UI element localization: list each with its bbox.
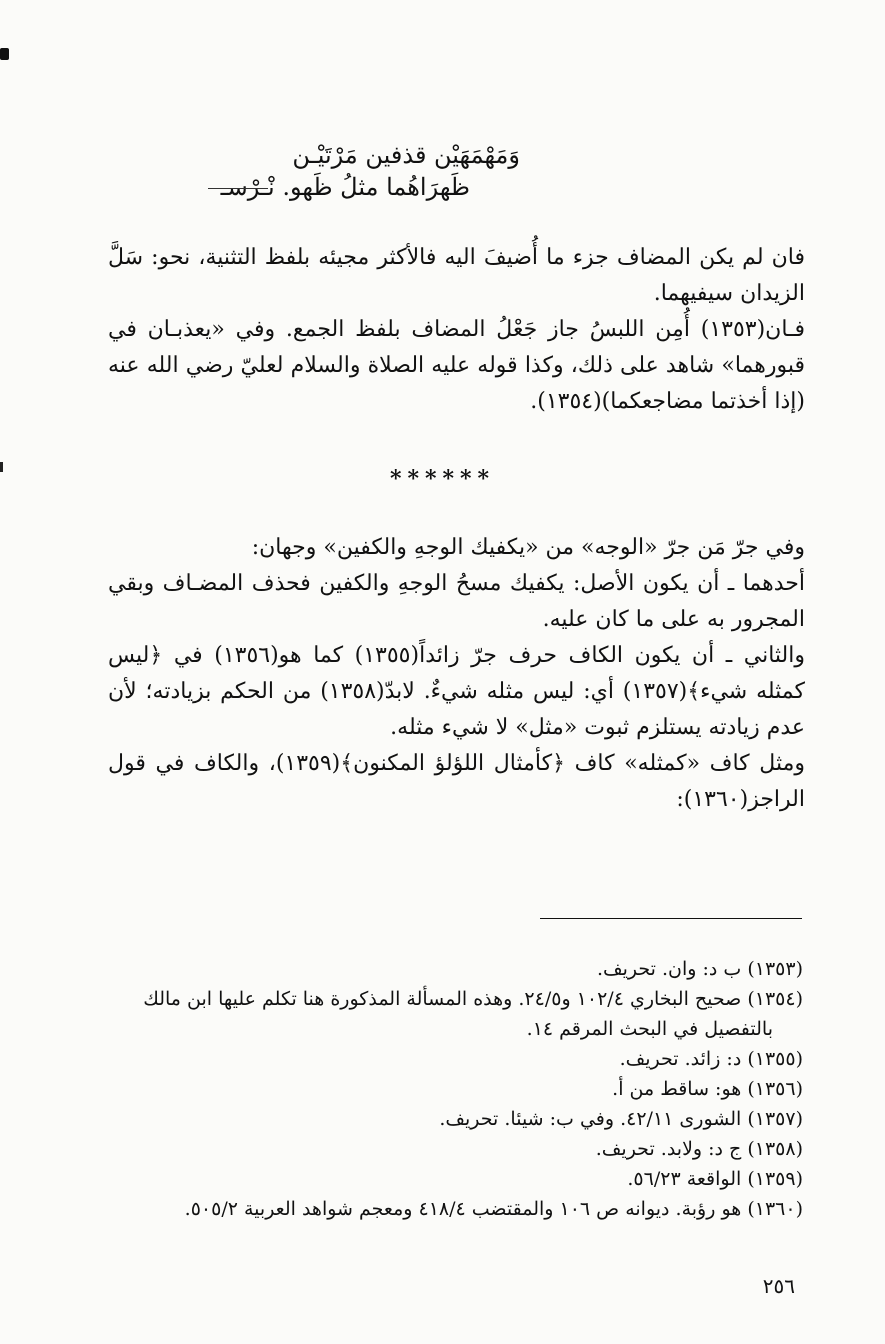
paragraph-intro: وفي جرّ مَن جرّ «الوجه» من «يكفيك الوجهِ والكفين» وجهان: (251, 535, 805, 560)
footnote-continuation: بالتفصيل في البحث المرقم ١٤. (526, 1018, 773, 1040)
section-separator: ****** (389, 466, 496, 492)
poem-line-2: ظَهرَاهُما مثلُ ظَهو. نْـرْسـ (220, 173, 470, 201)
poem-tail-stroke (208, 188, 268, 189)
paragraph-text: فـان(١٣٥٣) أُمِن اللبسُ جاز جَعْلُ المضاف بلفظ الجمع. وفي «يعذبـان في قبورهما» شاهد على ذلك، وكذا قوله عليه الصلاة والسلام لعليّ رضي الله عنه (إذا أخذتما مضاجعكما)(١٣٥٤). (108, 317, 805, 414)
footnotes (112, 954, 803, 1224)
footnote-rule (540, 918, 802, 919)
page-number: ٢٥٦ (762, 1274, 795, 1298)
paragraph-plural (108, 312, 805, 420)
paragraph-second-view: والثاني ـ أن يكون الكاف حرف جرّ زائداً(١٣٥٥) كما هو(١٣٥٦) في ﴿ليس كمثله شيء﴾(١٣٥٧) أي: ليس مثله شيءٌ. لابدّ(١٣٥٨) من الحكم بزيادته؛ لأن عدم زيادته يستلزم ثبوت «مثل» لا شيء مثله. (108, 643, 805, 740)
paragraph-first-view: أحدهما ـ أن يكون الأصل: يكفيك مسحُ الوجهِ والكفين فحذف المضـاف وبقي المجرور به على ما كان عليه. (108, 571, 805, 632)
footnote: (١٣٦٠) هو رؤبة. ديوانه ص ١٠٦ والمقتضب ٤١٨/٤ ومعجم شواهد العربية ٥٠٥/٢. (184, 1198, 803, 1220)
footnote: (١٣٥٨) ج د: ولابد. تحريف. (595, 1138, 803, 1160)
paragraph-text: فان لم يكن المضاف جزء ما أُضيفَ اليه فالأكثر مجيئه بلفظ التثنية، نحو: سَلَّ الزيدان سيفيهما. (108, 245, 805, 306)
footnote: (١٣٥٣) ب د: وان. تحريف. (596, 958, 803, 980)
section-body (108, 530, 805, 818)
scan-edge-mark (0, 48, 9, 60)
footnote: (١٣٥٤) صحيح البخاري ١٠٢/٤ و٢٤/٥. وهذه المسألة المذكورة هنا تكلم عليها ابن مالك (143, 988, 803, 1010)
footnote: (١٣٥٧) الشورى ٤٢/١١. وفي ب: شيئا. تحريف. (439, 1108, 803, 1130)
footnote: (١٣٥٥) د: زائد. تحريف. (619, 1048, 803, 1070)
paragraph-kaf: ومثل كاف «كمثله» كاف ﴿كأمثال اللؤلؤ المكنون﴾(١٣٥٩)، والكاف في قول الراجز(١٣٦٠): (108, 751, 805, 812)
footnote: (١٣٥٩) الواقعة ٥٦/٢٣. (627, 1168, 803, 1190)
footnote: (١٣٥٦) هو: ساقط من أ. (612, 1078, 803, 1100)
poem-line-1: وَمَهْمَهَيْن قذفين مَرْتَيْـن (292, 141, 520, 169)
paragraph-dual (108, 240, 805, 312)
